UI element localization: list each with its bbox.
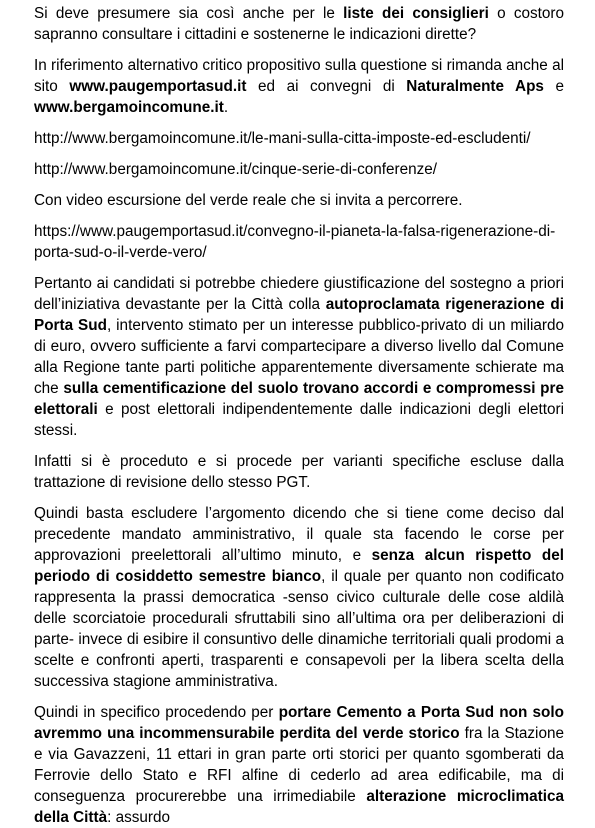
url-convegno-pianeta[interactable]: https://www.paugemportasud.it/convegno-il-pianeta-la-falsa-rigenerazione-di-porta-sud-o-il-verde-vero/ bbox=[34, 223, 556, 261]
bold-text: autoproclamata rigenerazione di Porta Sud bbox=[34, 296, 564, 334]
text-run: , intervento stimato per un interesse pubblico-privato di un miliardo di euro, ovvero sufficiente a farvi compartecipare a diverso livello dal Comune alla Regione tante parti politiche apparentemente diversamente schierate ma che bbox=[34, 317, 564, 397]
paragraph-riferimento bbox=[34, 55, 564, 118]
bold-text: senza alcun rispetto del periodo di cosiddetto semestre bianco bbox=[34, 547, 564, 585]
bold-naturalmente-aps: Naturalmente Aps bbox=[406, 78, 544, 95]
text-run: o costoro sapranno consultare i cittadini e sostenerne le indicazioni dirette? bbox=[34, 5, 564, 43]
text-run: Quindi in specifico procedendo per bbox=[34, 704, 279, 721]
text-run: e post elettorali indipendentemente dalle indicazioni degli elettori stessi. bbox=[34, 401, 564, 439]
text-run: Quindi basta escludere l’argomento dicendo che si tiene come deciso dal precedente mandato amministrativo, il quale sta facendo le corse per approvazioni preelettorali all’ultimo minuto, e bbox=[34, 505, 564, 564]
bold-text: alterazione microclimatica della Città bbox=[34, 788, 564, 826]
text-run: In riferimento alternativo critico propositivo sulla questione si rimanda anche al sito bbox=[34, 57, 564, 95]
paragraph-cemento-porta-sud bbox=[34, 702, 564, 828]
text-run: ed ai convegni di bbox=[246, 78, 407, 95]
bold-text: sulla cementificazione del suolo trovano accordi e compromessi pre elettorali bbox=[34, 380, 564, 418]
text-run: . bbox=[223, 99, 229, 116]
url-le-mani-sulla-citta[interactable]: http://www.bergamoincomune.it/le-mani-sulla-citta-imposte-ed-escludenti/ bbox=[34, 130, 531, 147]
url-cinque-serie-conferenze[interactable]: http://www.bergamoincomune.it/cinque-serie-di-conferenze/ bbox=[34, 161, 438, 178]
text-run: , il quale per quanto non codificato rappresenta la prassi democratica -senso civico culturale delle cose aldilà delle scorciatoie procedurali sfruttabili sino all’ultima ora per deliberazioni di parte- invece di esibire il consuntivo delle dinamiche territoriali quali prodomi a scelte e confronti aperti, trasparenti e consapevoli per la libera scelta della successiva stagione amministrativa. bbox=[34, 568, 564, 690]
text-run: : assurdo bbox=[107, 809, 171, 826]
text-run: e bbox=[543, 78, 565, 95]
text-run: Si deve presumere sia così anche per le bbox=[34, 5, 344, 22]
paragraph-video-escursione: Con video escursione del verde reale che si invita a percorrere. bbox=[34, 192, 463, 209]
paragraph-liste-consiglieri bbox=[34, 3, 564, 45]
bold-link-bergamoincomune: www.bergamoincomune.it bbox=[34, 99, 224, 116]
text-run: fra la Stazione e via Gavazzeni, 11 ettari in gran parte orti storici per quanto sgomberati da Ferrovie dello Stato e RFI alfine di cederlo ad area edificabile, ma di conseguenza procurerebbe una irrimediabile bbox=[34, 725, 564, 805]
paragraph-varianti: Infatti si è proceduto e si procede per varianti specifiche escluse dalla trattazione di revisione dello stesso PGT. bbox=[34, 453, 564, 491]
text-run: Pertanto ai candidati si potrebbe chiedere giustificazione del sostegno a priori dell’iniziativa devastante per la Città colla bbox=[34, 275, 564, 313]
bold-link-paugemportasud: www.paugemportasud.it bbox=[69, 78, 247, 95]
paragraph-candidati bbox=[34, 273, 564, 441]
bold-text: liste dei consiglieri bbox=[343, 5, 489, 22]
bold-text: portare Cemento a Porta Sud non solo avremmo una incommensurabile perdita del verde storico bbox=[34, 704, 564, 742]
paragraph-escludere-argomento bbox=[34, 503, 564, 692]
